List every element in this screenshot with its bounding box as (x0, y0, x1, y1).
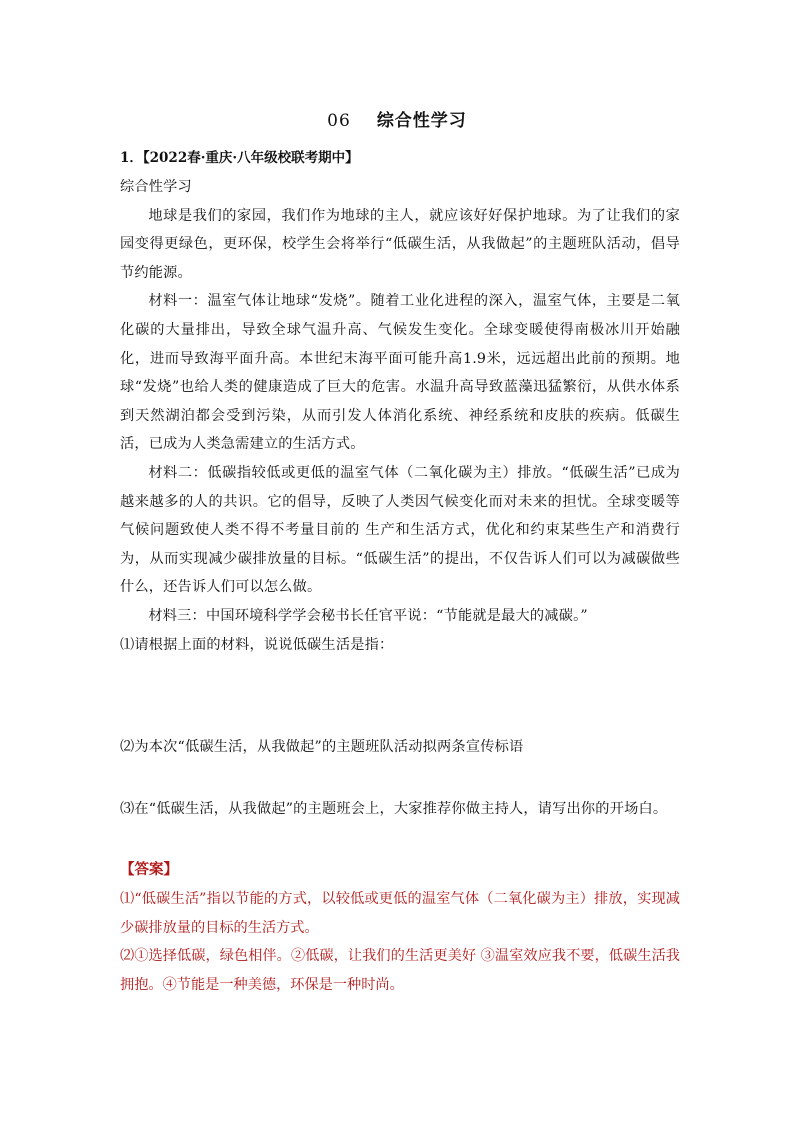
answer-one: ⑴“低碳生活”指以节能的方式，以较低或更低的温室气体（二氧化碳为主）排放，实现减少碳排放量的目标的生活方式。 (120, 891, 680, 936)
answer-body (120, 885, 680, 999)
page-title (0, 106, 794, 131)
material-one: 材料一：温室气体让地球“发烧”。随着工业化进程的深入，温室气体，主要是二氧化碳的大量排出，导致全球气温升高、气候发生变化。全球变暖使得南极冰川开始融化，进而导致海平面升高。本世纪末海平面可能升高1.9米，远远超出此前的预期。地球“发烧”也给人类的健康造成了巨大的危害。水温升高导致蓝藻迅猛繁衍，从供水体系到天然湖泊都会受到污染，从而引发人体消化系统、神经系统和皮肤的疾病。低碳生活，已成为人类急需建立的生活方式。 (120, 293, 680, 453)
answer-label: 【答案】 (120, 861, 178, 878)
question-three-block (120, 795, 680, 824)
material-three: 材料三：中国环境科学学会秘书长任官平说：“节能就是最大的减碳。” (148, 607, 588, 624)
question-body (120, 173, 680, 659)
answer-two: ⑵①选择低碳，绿色相伴。②低碳，让我们的生活更美好 ③温室效应我不要，低碳生活我拥抱。④节能是一种美德，环保是一种时尚。 (120, 948, 680, 993)
question-header: 1．【2022春·重庆·八年级校联考期中】 (120, 150, 359, 166)
question-one: ⑴请根据上面的材料，说说低碳生活是指： (120, 636, 394, 653)
material-two: 材料二：低碳指较低或更低的温室气体（二氧化碳为主）排放。“低碳生活”已成为越来越多的人的共识。它的倡导，反映了人类因气候变化而对未来的担忧。全球变暖等气候问题致使人类不得不考量目前的 生产和生活方式，优化和约束某些生产和消费行为，从而实现减少碳排放量的目标。“低碳生活”的提出，不仅告诉人们可以为减碳做些什么，还告诉人们可以怎么做。 (120, 464, 680, 596)
intro-paragraph: 地球是我们的家园，我们作为地球的主人，就应该好好保护地球。为了让我们的家园变得更绿色，更环保，校学生会将举行“低碳生活，从我做起”的主题班队活动，倡导节约能源。 (120, 207, 680, 281)
title-text: 综合性学习 (376, 111, 467, 131)
question-two: ⑵为本次“低碳生活，从我做起”的主题班队活动拟两条宣传标语 (120, 739, 524, 755)
section-label: 综合性学习 (120, 179, 192, 195)
title-number: 06 (327, 111, 351, 131)
question-three: ⑶在“低碳生活，从我做起”的主题班会上，大家推荐你做主持人，请写出你的开场白。 (120, 801, 668, 817)
question-two-block (120, 733, 680, 762)
